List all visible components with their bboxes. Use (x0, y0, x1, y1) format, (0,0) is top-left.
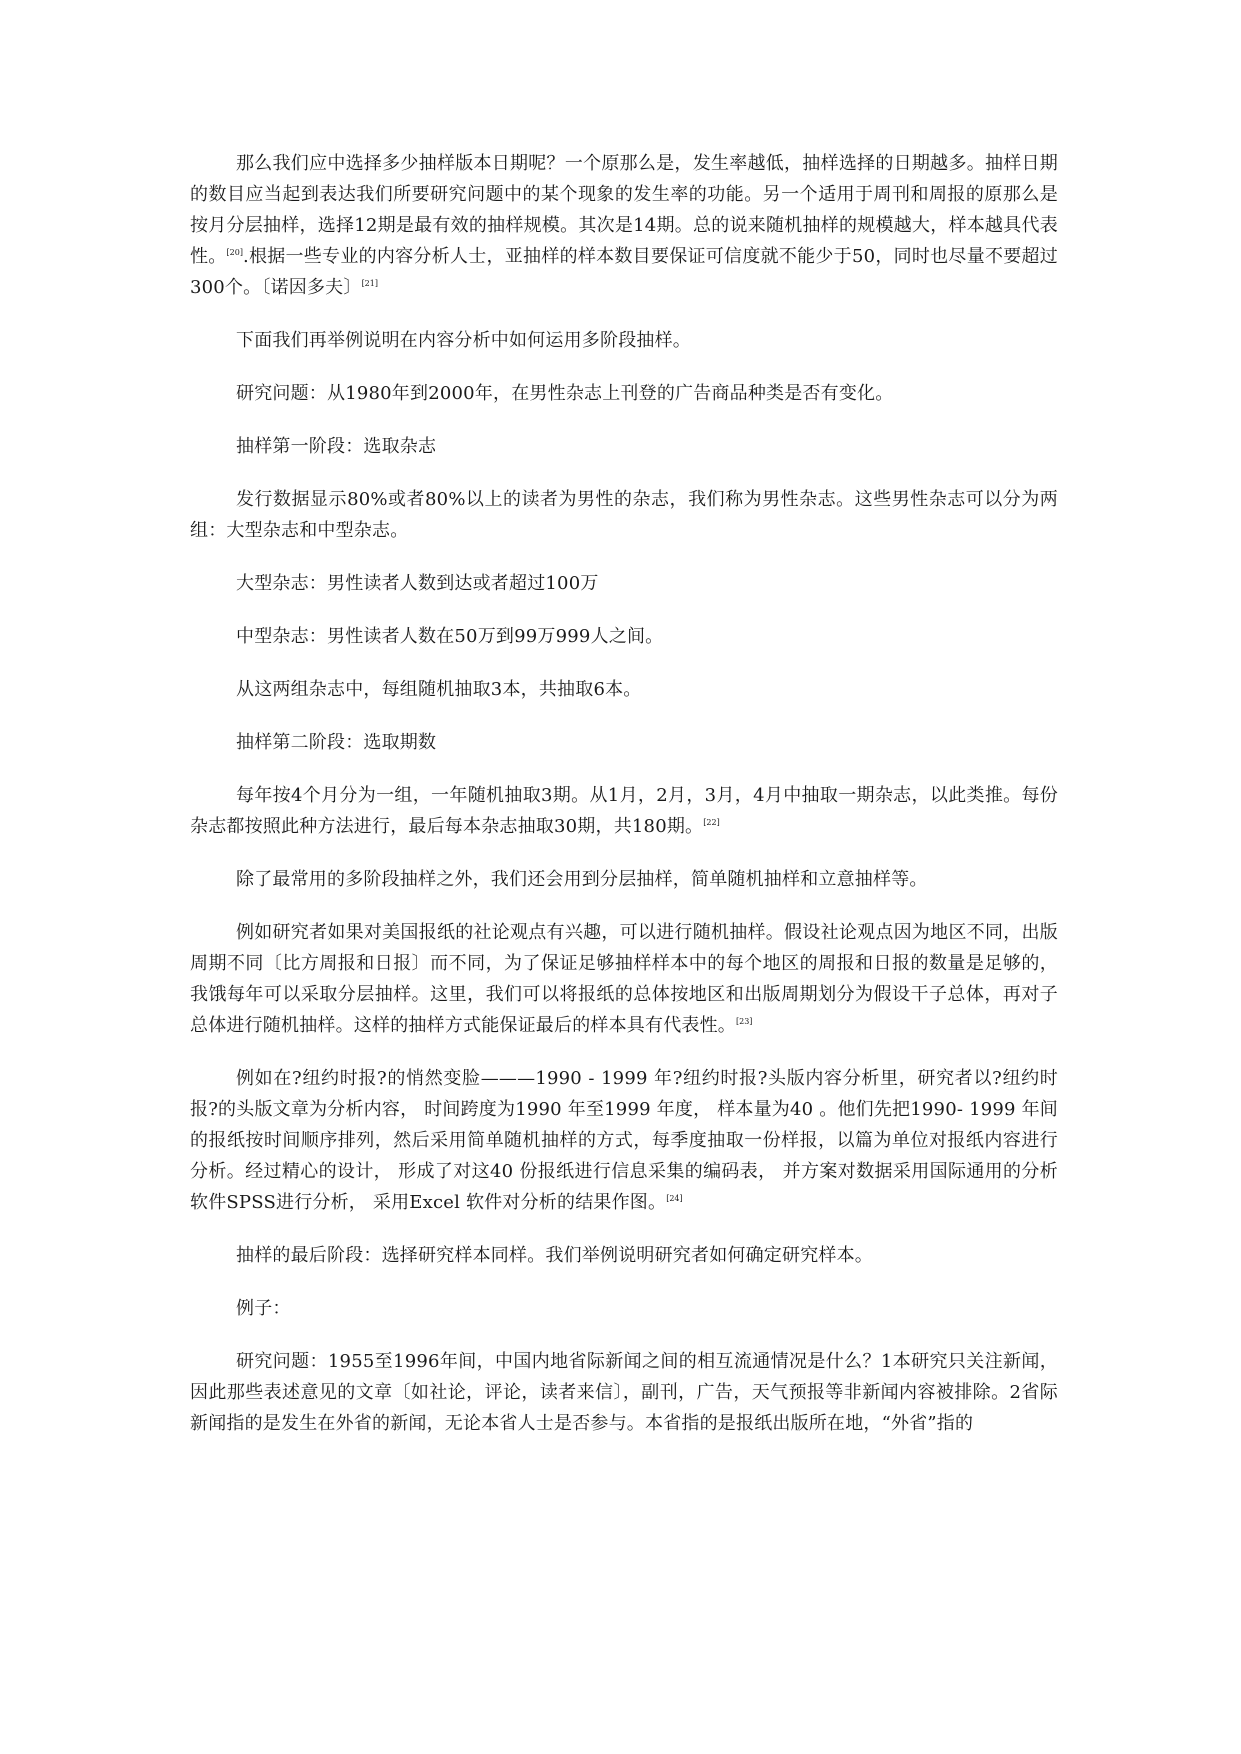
paragraph-text: 从这两组杂志中，每组随机抽取3本，共抽取6本。 (236, 679, 642, 700)
paragraph-large-magazines (190, 568, 1058, 599)
paragraph-text: 抽样第一阶段：选取杂志 (236, 436, 437, 457)
paragraph-nyt-example (190, 1063, 1058, 1218)
paragraph-text: 例子： (236, 1298, 291, 1319)
citation-ref: [22] (703, 818, 720, 827)
paragraph-final-stage (190, 1240, 1058, 1271)
paragraph-sample-size (190, 148, 1058, 303)
paragraph-text: 例如在?纽约时报?的悄然变脸———1990 - 1999 年?纽约时报?头版内容分析里，研究者以?纽约时报?的头版文章为分析内容， 时间跨度为1990 年至1999 年度， 样本量为40 。他们先把1990- 1999 年间的报纸按时间顺序排列，然后采用简单随机抽样的方式，每季度抽取一份样报，以篇为单位对报纸内容进行分析。经过精心的设计， 形成了对这40 份报纸进行信息采集的编码表， 并方案对数据采用国际通用的分析软件SPSS进行分析， 采用Excel 软件对分析的结果作图。 (190, 1068, 1058, 1213)
paragraph-text: 那么我们应中选择多少抽样版本日期呢？一个原那么是，发生率越低，抽样选择的日期越多。抽样日期的数目应当起到表达我们所要研究问题中的某个现象的发生率的功能。另一个适用于周刊和周报的原那么是按月分层抽样，选择12期是最有效的抽样规模。其次是14期。总的说来随机抽样的规模越大，样本越具代表性。 (190, 153, 1058, 267)
paragraph-text: 发行数据显示80%或者80%以上的读者为男性的杂志，我们称为男性杂志。这些男性杂志可以分为两组：大型杂志和中型杂志。 (190, 489, 1058, 541)
citation-ref: [21] (361, 279, 378, 288)
paragraph-text: 例如研究者如果对美国报纸的社论观点有兴趣，可以进行随机抽样。假设社论观点因为地区不同，出版周期不同〔比方周报和日报〕而不同，为了保证足够抽样样本中的每个地区的周报和日报的数量是足够的，我饿每年可以采取分层抽样。这里，我们可以将报纸的总体按地区和出版周期划分为假设干子总体，再对子总体进行随机抽样。这样的抽样方式能保证最后的样本具有代表性。 (190, 922, 1058, 1036)
paragraph-text: 中型杂志：男性读者人数在50万到99万999人之间。 (236, 626, 664, 647)
paragraph-text: .根据一些专业的内容分析人士，亚抽样的样本数目要保证可信度就不能少于50，同时也尽量不要超过300个。〔诺因多夫〕 (190, 246, 1058, 298)
paragraph-distribution-data (190, 484, 1058, 546)
paragraph-text: 研究问题：从1980年到2000年，在男性杂志上刊登的广告商品种类是否有变化。 (236, 383, 894, 404)
paragraph-stage-one (190, 431, 1058, 462)
paragraph-example-label (190, 1293, 1058, 1324)
paragraph-text: 大型杂志：男性读者人数到达或者超过100万 (236, 573, 599, 594)
paragraph-intro-example (190, 325, 1058, 356)
paragraph-issue-selection (190, 780, 1058, 842)
paragraph-random-selection (190, 674, 1058, 705)
paragraph-text: 研究问题：1955至1996年间，中国内地省际新闻之间的相互流通情况是什么？1本研究只关注新闻，因此那些表述意见的文章〔如社论，评论，读者来信〕，副刊，广告，天气预报等非新闻内容被排除。2省际新闻指的是发生在外省的新闻，无论本省人士是否参与。本省指的是报纸出版所在地，“外省”指的 (190, 1351, 1058, 1434)
citation-ref: [20] (226, 248, 243, 257)
paragraph-text: 除了最常用的多阶段抽样之外，我们还会用到分层抽样，简单随机抽样和立意抽样等。 (236, 869, 928, 890)
document-body (190, 148, 1058, 1439)
paragraph-text: 抽样的最后阶段：选择研究样本同样。我们举例说明研究者如何确定研究样本。 (236, 1245, 873, 1266)
paragraph-other-methods (190, 864, 1058, 895)
paragraph-news-flow-question (190, 1346, 1058, 1439)
paragraph-stratified-example (190, 917, 1058, 1041)
paragraph-text: 下面我们再举例说明在内容分析中如何运用多阶段抽样。 (236, 330, 691, 351)
paragraph-medium-magazines (190, 621, 1058, 652)
paragraph-text: 每年按4个月分为一组，一年随机抽取3期。从1月，2月，3月，4月中抽取一期杂志，以此类推。每份杂志都按照此种方法进行，最后每本杂志抽取30期，共180期。 (190, 785, 1058, 837)
paragraph-text: 抽样第二阶段：选取期数 (236, 732, 437, 753)
paragraph-research-question (190, 378, 1058, 409)
citation-ref: [24] (666, 1194, 683, 1203)
paragraph-stage-two (190, 727, 1058, 758)
citation-ref: [23] (736, 1017, 753, 1026)
